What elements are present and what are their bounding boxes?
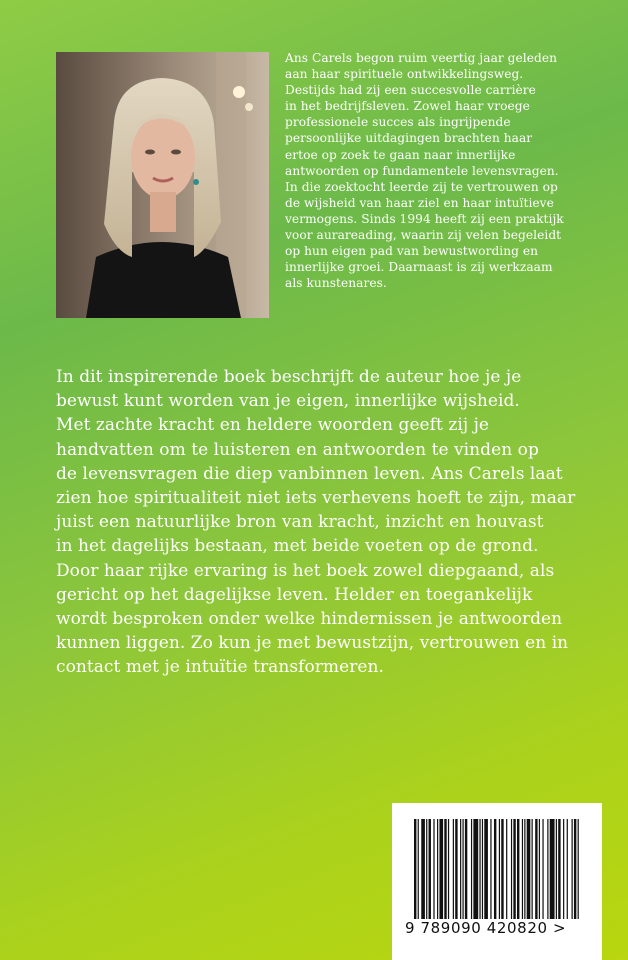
barcode-bar (453, 819, 454, 919)
barcode-bar (501, 819, 503, 919)
barcode-bar (426, 819, 427, 919)
barcode-bar (414, 819, 416, 919)
barcode-bar (462, 819, 463, 919)
barcode-bar (421, 819, 425, 919)
barcode-bar (556, 819, 557, 919)
bio-line: antwoorden op fundamentele levensvragen. (285, 163, 559, 178)
barcode-bar (572, 819, 573, 919)
description-line: in het dagelijks bestaan, met beide voeten op de grond. (56, 536, 539, 557)
description-line: gericht op het dagelijkse leven. Helder en toegankelijk (56, 584, 533, 605)
bio-line: ertoe op zoek te gaan naar innerlijke (285, 147, 516, 162)
bio-line: professionele succes als ingrijpende (285, 115, 511, 130)
barcode-bar (482, 819, 483, 919)
barcode-bar (490, 819, 491, 919)
barcode-bar (460, 819, 461, 919)
barcode-bar (547, 819, 548, 919)
description-line: kunnen liggen. Zo kun je met bewustzijn, vertrouwen en in (56, 633, 569, 654)
bio-line: de wijsheid van haar ziel en haar intuïtieve (285, 195, 554, 210)
description-line: Door haar rijke ervaring is het boek zowel diepgaand, als (56, 560, 555, 581)
bio-line: aan haar spirituele ontwikkelingsweg. (285, 67, 524, 82)
barcode-bar (563, 819, 564, 919)
author-photo (56, 52, 269, 318)
bio-line: op hun eigen pad van bewustwording en (285, 244, 539, 259)
description-line: de levensvragen die diep vanbinnen leven. Ans Carels laat (56, 463, 563, 484)
barcode-bar (444, 819, 446, 919)
barcode-bar (513, 819, 515, 919)
barcode-bar (539, 819, 540, 919)
barcode-bar (479, 819, 480, 919)
bio-line: Destijds had zij een succesvolle carrière (285, 83, 536, 98)
description-line: bewust kunt worden van je eigen, innerlijke wijsheid. (56, 391, 520, 412)
barcode-bar (437, 819, 438, 919)
barcode-bar (574, 819, 576, 919)
barcode-bar (499, 819, 500, 919)
bio-line: in het bedrijfsleven. Zowel haar vroege (285, 99, 530, 114)
barcode-bar (511, 819, 512, 919)
bio-line: innerlijke groei. Daarnaast is zij werkzaam (285, 260, 553, 275)
barcode-bar (473, 819, 478, 919)
author-bio (285, 50, 595, 291)
isbn-barcode (392, 803, 602, 960)
barcode-bar (494, 819, 496, 919)
barcode-bar (484, 819, 488, 919)
barcode-bars (414, 819, 580, 919)
barcode-bar (535, 819, 537, 919)
barcode-bar (448, 819, 449, 919)
bio-line: als kunstenares. (285, 276, 387, 291)
barcode-bar (506, 819, 507, 919)
book-description (56, 365, 596, 680)
bio-line: voor aurareading, waarin zij velen begeleidt (285, 228, 562, 243)
description-line: juist een natuurlijke bron van kracht, inzicht en houvast (56, 512, 544, 533)
barcode-bar (578, 819, 579, 919)
bio-line: vermogens. Sinds 1994 heeft zij een praktijk (285, 211, 564, 226)
isbn-number: 9 789090 420820 > (405, 919, 567, 937)
barcode-bar (522, 819, 523, 919)
barcode-bar (532, 819, 533, 919)
bio-line: persoonlijke uitdagingen brachten haar (285, 131, 533, 146)
author-portrait-image (56, 52, 269, 318)
barcode-bar (527, 819, 531, 919)
bio-line: In die zoektocht leerde zij te vertrouwen op (285, 179, 558, 194)
barcode-bar (471, 819, 472, 919)
description-line: Met zachte kracht en heldere woorden geeft zij je (56, 415, 490, 436)
description-line: wordt besproken onder welke hindernissen je antwoorden (56, 609, 563, 630)
description-line: In dit inspirerende boek beschrijft de auteur hoe je je (56, 367, 522, 387)
barcode-bar (542, 819, 543, 919)
description-line: zien hoe spiritualiteit niet iets verhevens hoeft te zijn, maar (56, 488, 576, 509)
barcode-bar (433, 819, 434, 919)
barcode-bar (550, 819, 555, 919)
barcode-bar (455, 819, 457, 919)
barcode-bar (465, 819, 467, 919)
barcode-bar (418, 819, 419, 919)
description-line: contact met je intuïtie transformeren. (56, 657, 384, 678)
barcode-bar (524, 819, 525, 919)
barcode-bar (517, 819, 519, 919)
barcode-bar (429, 819, 431, 919)
barcode-bar (567, 819, 568, 919)
barcode-bar (558, 819, 560, 919)
barcode-bar (439, 819, 443, 919)
bio-line: Ans Carels begon ruim veertig jaar geleden (285, 51, 558, 65)
description-line: handvatten om te luisteren en antwoorden te vinden op (56, 439, 539, 460)
